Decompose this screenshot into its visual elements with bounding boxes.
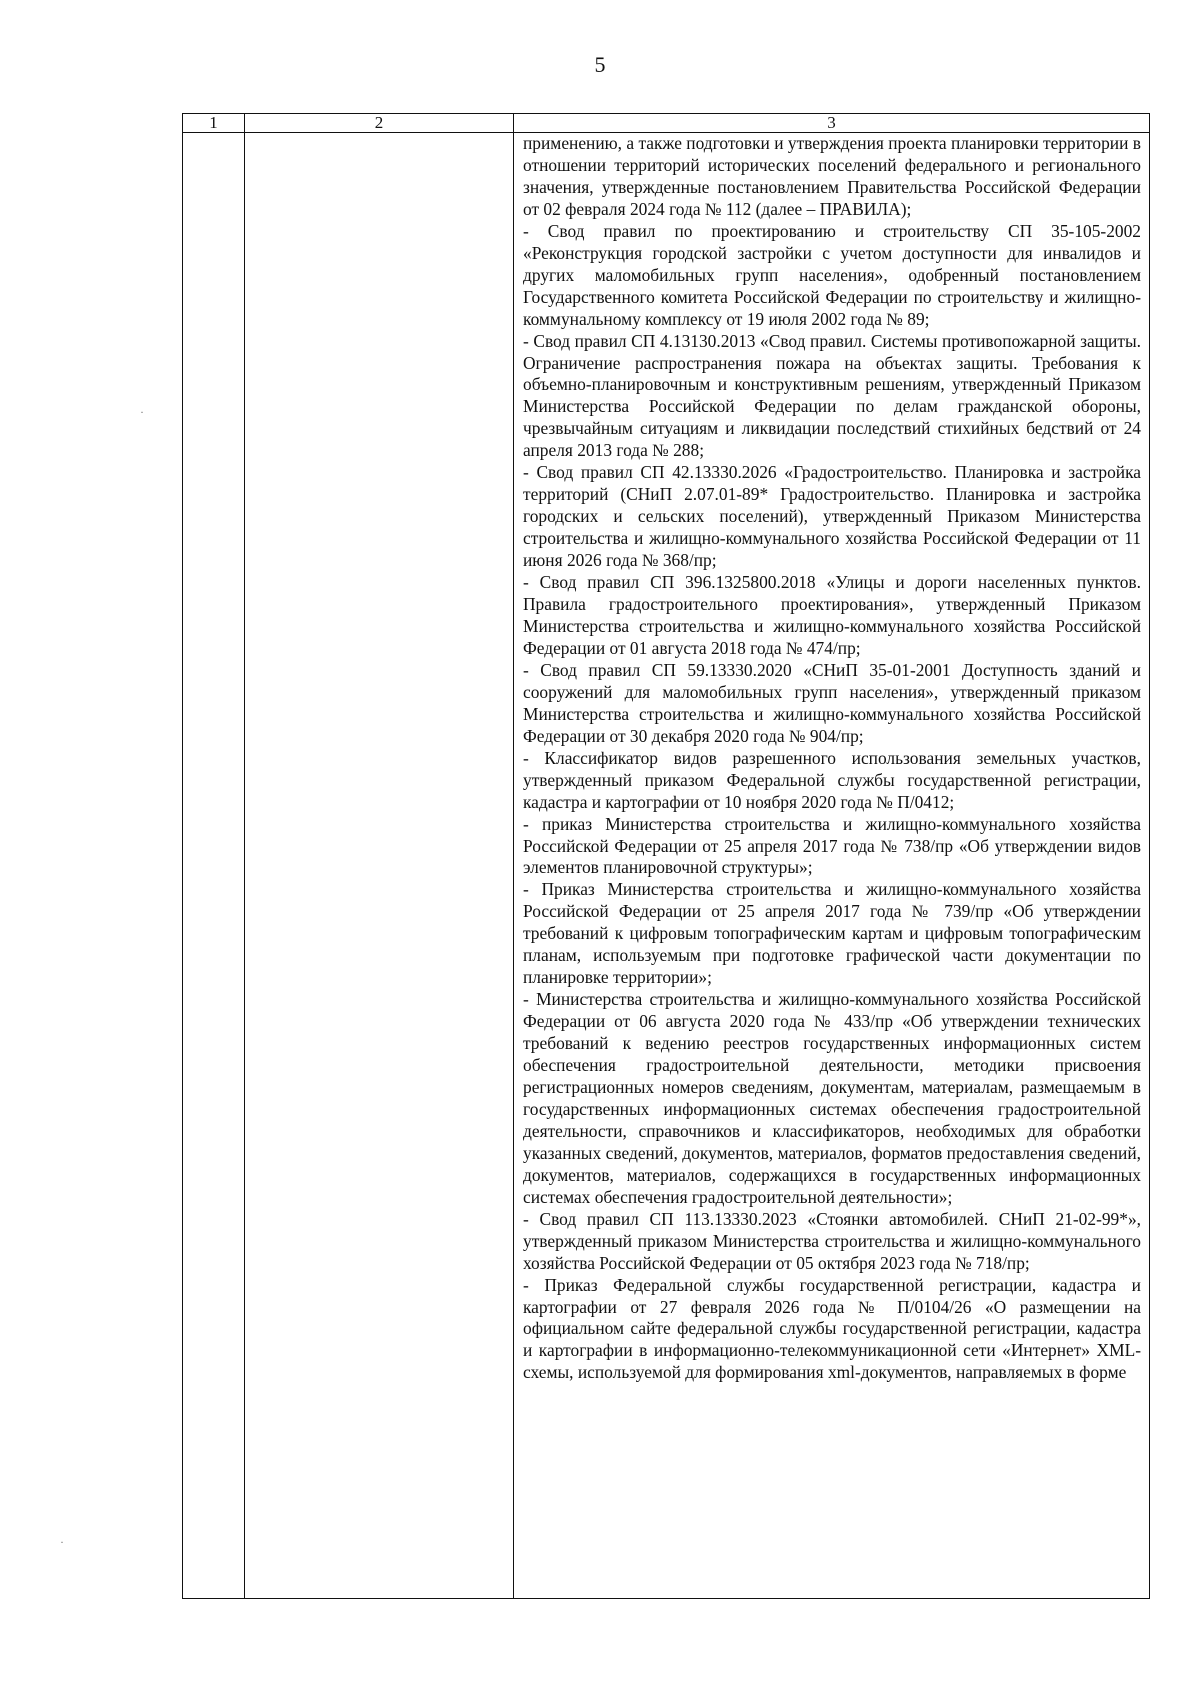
paragraph: применению, а также подготовки и утверждения проекта планировки территории в отношении территорий исторических поселений федерального и регионального значения, утвержденные постановлением Правительства Российской Федерации от 02 февраля 2024 года № 112 (далее – ПРАВИЛА);: [523, 133, 1141, 219]
cell-column-1-empty: [183, 133, 245, 1599]
paragraph: - Свод правил СП 4.13130.2013 «Свод правил. Системы противопожарной защиты. Ограничение распространения пожара на объектах защиты. Требования к объемно-планировочным и конструктивным решениям, утвержденный Приказом Министерства Российской Федерации по делам гражданской обороны, чрезвычайным ситуациям и ликвидации последствий стихийных бедствий от 24 апреля 2013 года № 288;: [523, 330, 1141, 461]
column-header-3: 3: [514, 114, 1150, 133]
column-header-2: 2: [245, 114, 514, 133]
paragraph: - Свод правил СП 59.13330.2020 «СНиП 35-01-2001 Доступность зданий и сооружений для маломобильных групп населения», утвержденный приказом Министерства строительства и жилищно-коммунального хозяйства Российской Федерации от 30 декабря 2020 года № 904/пр;: [523, 659, 1141, 746]
column-header-1: 1: [183, 114, 245, 133]
scan-speck-mark: ·: [60, 1535, 64, 1549]
paragraph: - Приказ Федеральной службы государственной регистрации, кадастра и картографии от 27 февраля 2026 года № П/0104/26 «О размещении на официальном сайте федеральной службы государственной регистрации, кадастра и картографии в информационно-телекоммуникационной сети «Интернет» XML-схемы, используемой для формирования xml-документов, направляемых в форме: [523, 1274, 1141, 1383]
paragraph: - Приказ Министерства строительства и жилищно-коммунального хозяйства Российской Федерации от 25 апреля 2017 года № 739/пр «Об утверждении требований к цифровым топографическим картам и цифровым топографическим планам, используемым при подготовке графической части документации по планировке территории»;: [523, 879, 1141, 988]
cell-column-2-empty: [245, 133, 514, 1599]
cell-column-3-content: [514, 133, 1150, 1599]
paragraph: - Свод правил СП 113.13330.2023 «Стоянки автомобилей. СНиП 21-02-99*», утвержденный приказом Министерства строительства и жилищно-коммунального хозяйства Российской Федерации от 05 октября 2023 года № 718/пр;: [523, 1208, 1141, 1273]
paragraph: - Классификатор видов разрешенного использования земельных участков, утвержденный приказом Федеральной службы государственной регистрации, кадастра и картографии от 10 ноября 2020 года № П/0412;: [523, 747, 1141, 812]
paragraph: - приказ Министерства строительства и жилищно-коммунального хозяйства Российской Федерации от 25 апреля 2017 года № 738/пр «Об утверждении видов элементов планировочной структуры»;: [523, 813, 1141, 878]
paragraph: - Свод правил по проектированию и строительству СП 35-105-2002 «Реконструкция городской застройки с учетом доступности для инвалидов и других маломобильных групп населения», одобренный постановлением Государственного комитета Российской Федерации по строительству и жилищно-коммунальному комплексу от 19 июля 2002 года № 89;: [523, 220, 1141, 329]
paragraph: - Свод правил СП 396.1325800.2018 «Улицы и дороги населенных пунктов. Правила градостроительного проектирования», утвержденный Приказом Министерства строительства и жилищно-коммунального хозяйства Российской Федерации от 01 августа 2018 года № 474/пр;: [523, 572, 1141, 658]
paragraph: - Министерства строительства и жилищно-коммунального хозяйства Российской Федерации от 06 августа 2020 года № 433/пр «Об утверждении технических требований к ведению реестров государственных информационных систем обеспечения градостроительной деятельности, методики присвоения регистрационных номеров сведениям, документам, материалам, размещаемым в государственных информационных системах обеспечения градостроительной деятельности, справочников и классификаторов, необходимых для обработки указанных сведений, документов, материалов, форматов предоставления сведений, документов, материалов, содержащихся в государственных информационных системах обеспечения градостроительной деятельности»;: [523, 989, 1141, 1207]
document-table: [182, 113, 1150, 1599]
table-header-row: [183, 114, 1150, 133]
table-row: [183, 133, 1150, 1599]
page-number: 5: [594, 52, 606, 77]
scan-speck-mark: ·: [140, 405, 144, 419]
paragraph: - Свод правил СП 42.13330.2026 «Градостроительство. Планировка и застройка территорий (СНиП 2.07.01-89* Градостроительство. Планировка и застройка городских и сельских поселений), утвержденный Приказом Министерства строительства и жилищно-коммунального хозяйства Российской Федерации от 11 июня 2026 года № 368/пр;: [523, 462, 1141, 571]
